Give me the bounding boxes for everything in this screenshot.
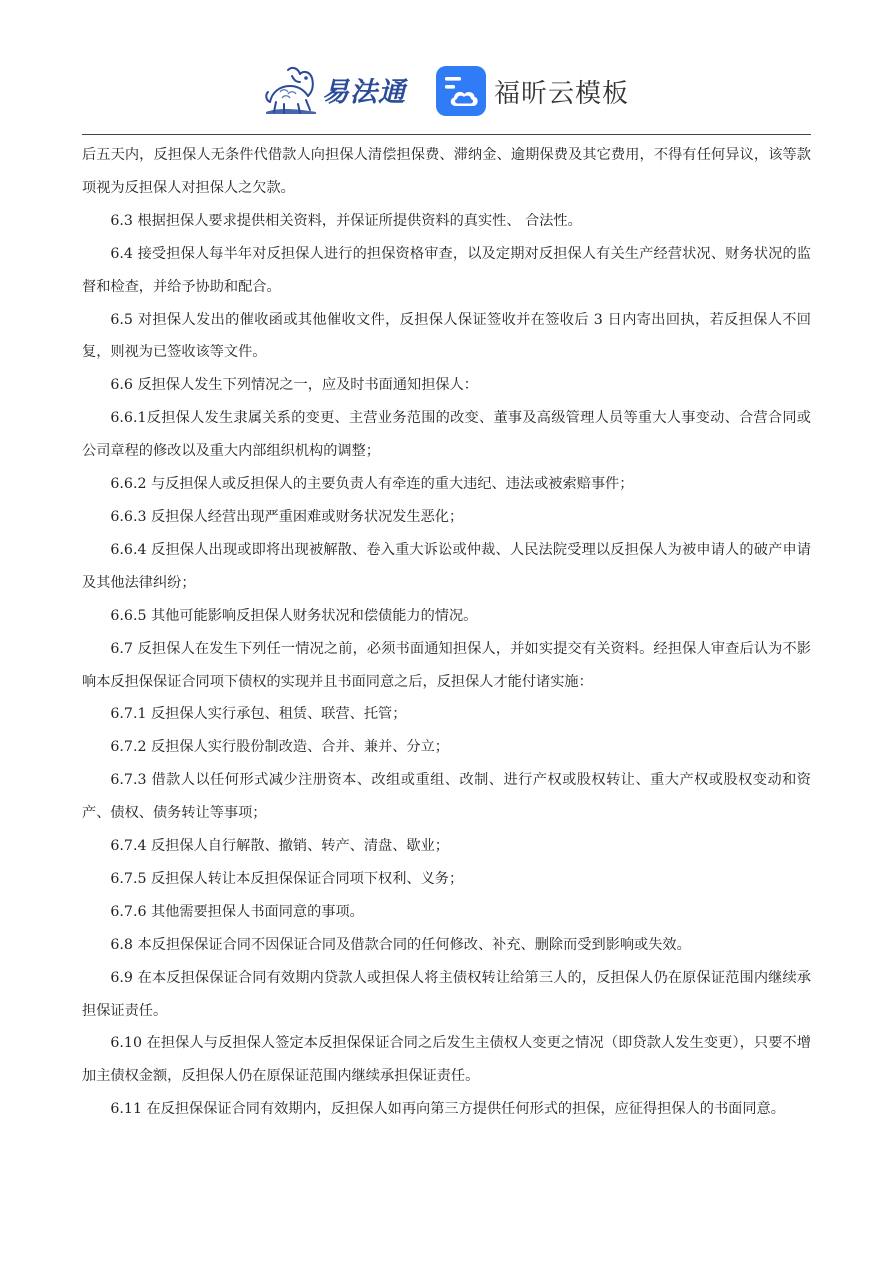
paragraph: 6.10 在担保人与反担保人签定本反担保保证合同之后发生主债权人变更之情况（即贷款人发生变更），只要不增加主债权金额，反担保人仍在原保证范围内继续承担保证责任。: [82, 1035, 811, 1085]
yifatong-logo: [262, 62, 412, 116]
paragraph: 6.7.1 反担保人实行承包、租赁、联营、托管；: [110, 706, 407, 723]
yifatong-brand-text: 易法通: [322, 77, 406, 108]
paragraph: 6.7.4 反担保人自行解散、撤销、转产、清盘、歇业；: [110, 838, 449, 855]
paragraph: 6.6 反担保人发生下列情况之一，应及时书面通知担保人：: [110, 377, 478, 394]
paragraph: 6.7.5 反担保人转让本反担保保证合同项下权利、义务；: [110, 870, 464, 887]
paragraph: 6.8 本反担保保证合同不因保证合同及借款合同的任何修改、补充、删除而受到影响或失效。: [110, 936, 691, 953]
page-header: [0, 0, 893, 136]
paragraph: 6.7.2 反担保人实行股份制改造、合并、兼并、分立；: [110, 739, 449, 756]
paragraph: 6.6.5 其他可能影响反担保人财务状况和偿债能力的情况。: [110, 607, 478, 624]
paragraph: 6.4 接受担保人每半年对反担保人进行的担保资格审查，以及定期对反担保人有关生产经营状况、财务状况的监督和检查，并给予协助和配合。: [82, 245, 811, 295]
paragraph: 6.5 对担保人发出的催收函或其他催收文件，反担保人保证签收并在签收后 3 日内寄出回执，若反担保人不回复，则视为已签收该等文件。: [82, 311, 811, 361]
paragraph: 6.7.6 其他需要担保人书面同意的事项。: [110, 903, 364, 920]
header-divider: [82, 134, 811, 135]
paragraph: 6.9 在本反担保保证合同有效期内贷款人或担保人将主债权转让给第三人的，反担保人仍在原保证范围内继续承担保证责任。: [82, 969, 811, 1019]
document-body: [82, 139, 811, 1126]
paragraph: 后五天内，反担保人无条件代借款人向担保人清偿担保费、滞纳金、逾期保费及其它费用，不得有任何异议，该等款项视为反担保人对担保人之欠款。: [82, 147, 811, 196]
qilin-mascot-icon: [262, 62, 320, 116]
paragraph: 6.7.3 借款人以任何形式减少注册资本、改组或重组、改制、进行产权或股权转让、重大产权或股权变动和资产、债权、债务转让等事项；: [82, 772, 811, 822]
paragraph: 6.7 反担保人在发生下列任一情况之前，必须书面通知担保人，并如实提交有关资料。经担保人审查后认为不影响本反担保保证合同项下债权的实现并且书面同意之后，反担保人才能付诸实施：: [82, 640, 811, 690]
paragraph: 6.6.2 与反担保人或反担保人的主要负责人有牵连的重大违纪、违法或被索赔事件；: [110, 476, 634, 493]
paragraph: 6.11 在反担保保证合同有效期内，反担保人如再向第三方提供任何形式的担保，应征得担保人的书面同意。: [110, 1101, 785, 1118]
fuxin-brand-text: 福昕云模板: [494, 79, 630, 109]
fuxin-logo: [436, 66, 636, 116]
paragraph: 6.6.4 反担保人出现或即将出现被解散、卷入重大诉讼或仲裁、人民法院受理以反担保人为被申请人的破产申请及其他法律纠纷；: [82, 541, 811, 591]
paragraph: 6.6.1反担保人发生隶属关系的变更、主营业务范围的改变、董事及高级管理人员等重大人事变动、合营合同或公司章程的修改以及重大内部组织机构的调整；: [82, 410, 811, 460]
cloud-document-icon: [436, 66, 486, 116]
paragraph: 6.3 根据担保人要求提供相关资料，并保证所提供资料的真实性、 合法性。: [110, 212, 582, 229]
paragraph: 6.6.3 反担保人经营出现严重困难或财务状况发生恶化；: [110, 508, 464, 525]
